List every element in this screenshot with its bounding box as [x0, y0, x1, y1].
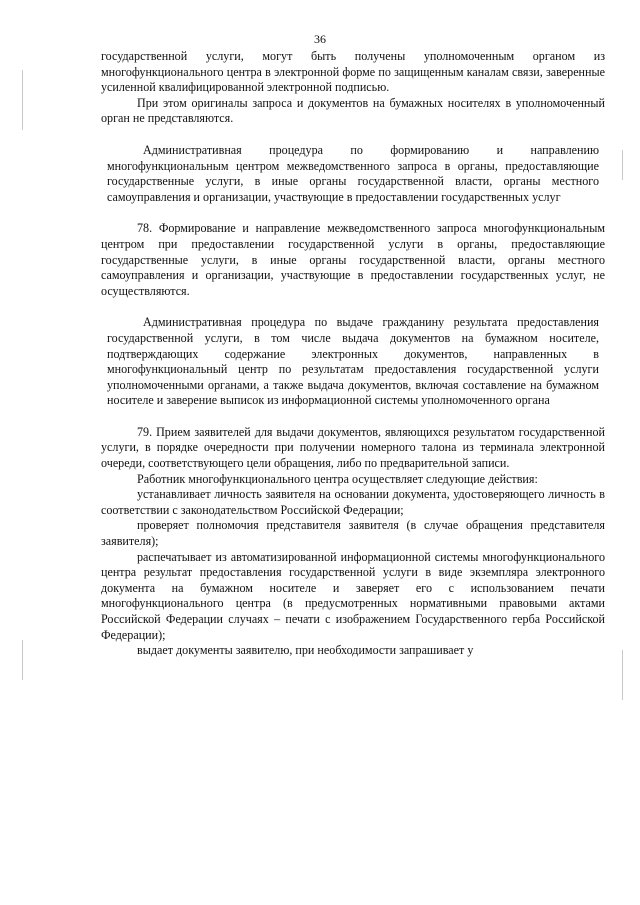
paragraph-issue-documents: выдает документы заявителю, при необходимости запрашивает у	[137, 643, 474, 658]
paragraph-identity: устанавливает личность заявителя на основании документа, удостоверяющего личность в соответствии с законодательством Российской Федерации;	[101, 487, 605, 517]
paragraph-print: распечатывает из автоматизированной информационной системы многофункционального центра результат предоставления государственной услуги в виде экземпляра электронного документа на бумажном носителе и заверяет его с использованием печати многофункционального центра (в предусмотренных нормативными правовыми актами Российской Федерации случаях – печати с изображением Государственного герба Российской Федерации);	[101, 549, 605, 642]
page-number: 36	[314, 32, 326, 46]
paragraph-78: 78. Формирование и направление межведомственного запроса многофункциональным центром при предоставлении государственной услуги в органы, предоставляющие государственные услуги, в иные органы государственной власти, органы местного самоуправления и организации, участвующие в предоставлении государственных услуг, не осуществляются.	[101, 221, 605, 298]
document-body	[101, 49, 605, 659]
section-heading-interagency-request: Административная процедура по формированию и направлению многофункциональным центром межведомственного запроса в органы, предоставляющие государственные услуги, в иные органы государственной власти, органы местного самоуправления и организации, участвующие в предоставлении государственных услуг	[107, 142, 599, 204]
paragraph-continued: государственной услуги, могут быть получены уполномоченным органом из многофункционального центра в электронной форме по защищенным каналам связи, заверенные усиленной квалифицированной электронной подписью.	[101, 49, 605, 95]
scan-edge-mark	[622, 150, 623, 180]
section-heading-issuing-results: Административная процедура по выдаче гражданину результата предоставления государственной услуги, в том числе выдача документов на бумажном носителе, подтверждающих содержание электронных документов, направленных в многофункциональный центр по результатам предоставления государственной услуги уполномоченными органами, а также выдача документов, включая составление на бумажном носителе и заверение выписок из информационной системы уполномоченного органа	[107, 315, 599, 408]
paragraph-authority: проверяет полномочия представителя заявителя (в случае обращения представителя заявителя);	[101, 518, 605, 549]
spacer	[101, 127, 605, 143]
paragraph-originals: При этом оригиналы запроса и документов на бумажных носителях в уполномоченный орган не представляются.	[101, 95, 605, 126]
spacer	[101, 299, 605, 315]
scan-edge-mark	[622, 650, 623, 700]
spacer	[101, 409, 605, 425]
scan-edge-mark	[22, 640, 23, 680]
spacer	[101, 205, 605, 221]
scan-edge-mark	[22, 70, 23, 130]
paragraph-actions-intro: Работник многофункционального центра осуществляет следующие действия:	[137, 471, 538, 486]
paragraph-79: 79. Прием заявителей для выдачи документов, являющихся результатом государственной услуги, в порядке очередности при получении номерного талона из терминала электронной очереди, соответствующего цели обращения, либо по предварительной записи.	[101, 424, 605, 471]
